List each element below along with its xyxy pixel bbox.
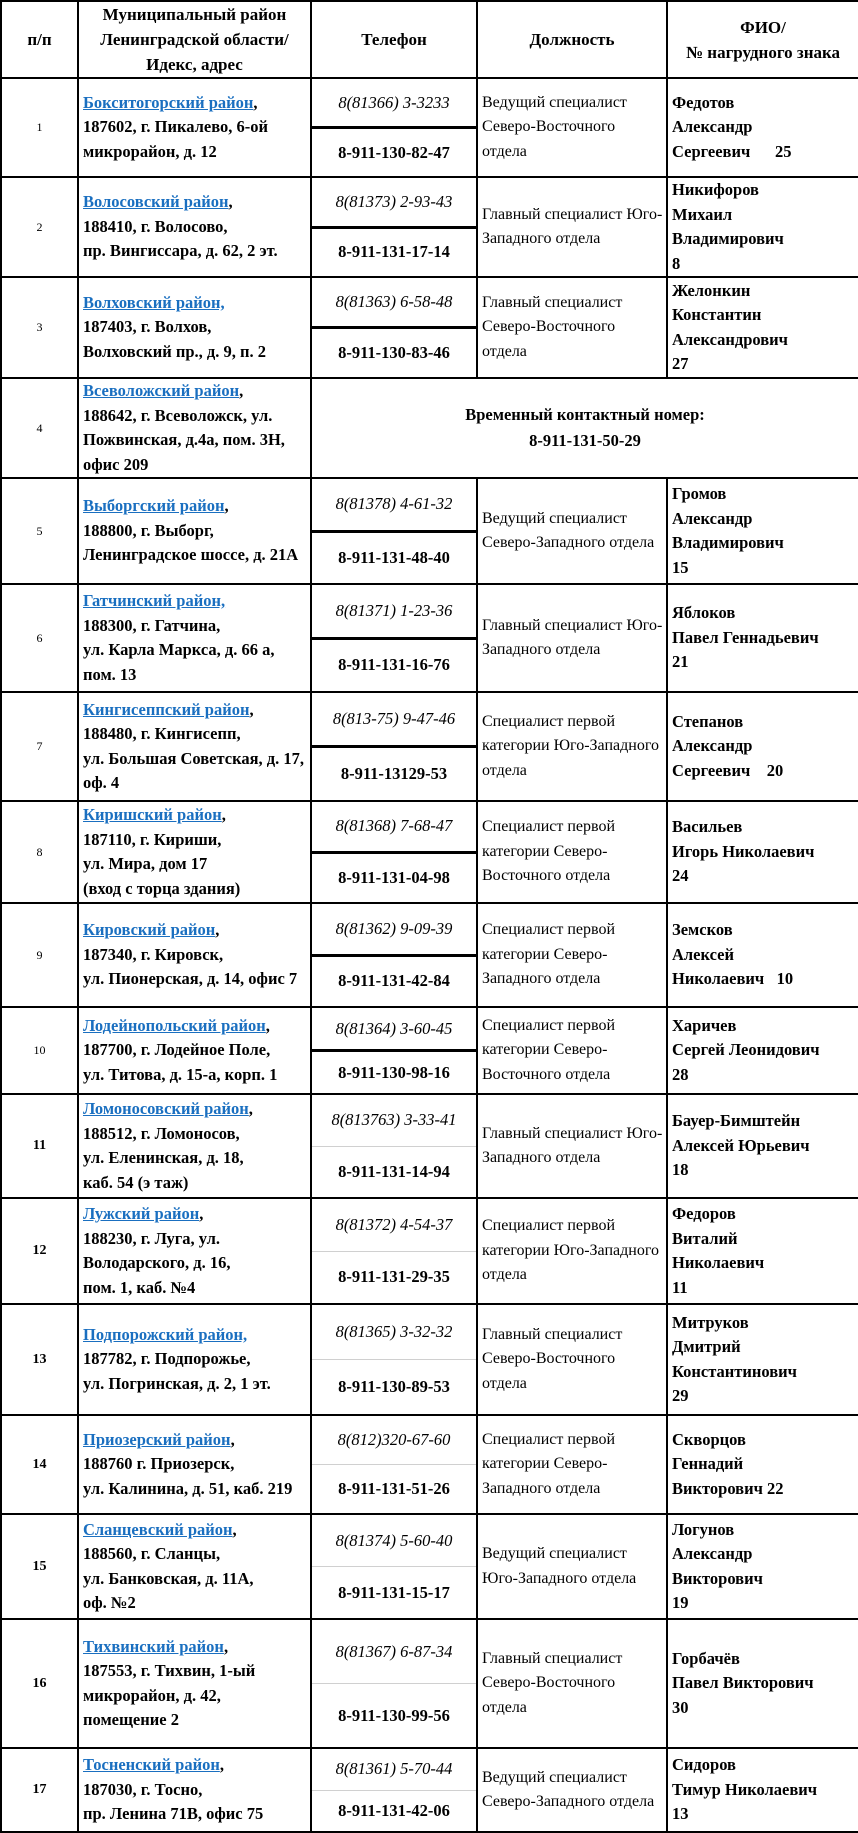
district-address: 188800, г. Выборг, Ленинградское шоссе, д. 21А bbox=[83, 520, 299, 565]
row-number: 7 bbox=[1, 692, 78, 801]
header-fio-line: ФИО/ bbox=[740, 17, 786, 37]
table-row bbox=[1, 584, 858, 692]
header-position: Должность bbox=[477, 1, 667, 78]
district-link[interactable]: Подпорожский район, bbox=[83, 1324, 248, 1344]
phone-cell bbox=[311, 1619, 477, 1748]
district-link[interactable]: Лодейнопольский район bbox=[83, 1015, 266, 1035]
district-link[interactable]: Всеволожский район bbox=[83, 381, 240, 400]
position-cell: Главный специалист Юго-Западного отдела bbox=[477, 1094, 667, 1198]
phone-cell bbox=[311, 801, 477, 903]
fio-cell: Митруков Дмитрий Константинович 29 bbox=[667, 1304, 858, 1415]
table-row bbox=[1, 78, 858, 177]
district-address: 187782, г. Подпорожье, ул. Погринская, д. 2, 1 эт. bbox=[83, 1349, 271, 1393]
mobile-phone: 8-911-131-04-98 bbox=[338, 867, 450, 887]
district-cell bbox=[78, 1415, 311, 1514]
position-cell: Ведущий специалист Северо-Восточного отдела bbox=[477, 78, 667, 177]
fio-cell: Логунов Александр Викторович 19 bbox=[667, 1514, 858, 1619]
fio-cell: Земсков Алексей Николаевич 10 bbox=[667, 903, 858, 1007]
district-cell bbox=[78, 378, 311, 478]
district-sep: , bbox=[223, 1636, 229, 1656]
district-sep: , bbox=[228, 192, 233, 212]
position-cell: Специалист первой категории Юго-Западного отдела bbox=[477, 692, 667, 801]
table-row bbox=[1, 1748, 858, 1832]
table-row bbox=[1, 1007, 858, 1094]
district-sep: , bbox=[239, 381, 244, 400]
fio-cell: Никифоров Михаил Владимирович 8 bbox=[667, 177, 858, 277]
row-number: 9 bbox=[1, 903, 78, 1007]
row-number: 17 bbox=[1, 1748, 78, 1832]
phone-cell bbox=[311, 1198, 477, 1304]
fio-cell: Федоров Виталий Николаевич 11 bbox=[667, 1198, 858, 1304]
phone-cell bbox=[311, 1094, 477, 1198]
table-row bbox=[1, 1094, 858, 1198]
fio-cell: Скворцов Геннадий Викторович 22 bbox=[667, 1415, 858, 1514]
fio-cell: Громов Александр Владимирович 15 bbox=[667, 478, 858, 584]
mobile-phone: 8-911-130-82-47 bbox=[338, 142, 450, 162]
district-link[interactable]: Гатчинский район, bbox=[83, 591, 226, 610]
position-cell: Главный специалист Северо-Восточного отдела bbox=[477, 1619, 667, 1748]
row-number: 15 bbox=[1, 1514, 78, 1619]
district-address: 187553, г. Тихвин, 1-ый микрорайон, д. 42, помещение 2 bbox=[83, 1661, 256, 1729]
district-cell bbox=[78, 903, 311, 1007]
fio-cell: Сидоров Тимур Николаевич 13 bbox=[667, 1748, 858, 1832]
mobile-phone: 8-911-130-83-46 bbox=[338, 343, 450, 362]
district-link[interactable]: Бокситогорский район bbox=[83, 92, 254, 112]
district-cell bbox=[78, 277, 311, 378]
fio-cell: Желонкин Константин Александрович 27 bbox=[667, 277, 858, 378]
district-link[interactable]: Кингисеппский район bbox=[83, 699, 250, 719]
district-sep: , bbox=[230, 1429, 235, 1449]
district-sep: , bbox=[219, 1755, 224, 1775]
row-number: 4 bbox=[1, 378, 78, 478]
district-sep: , bbox=[221, 805, 226, 824]
table-row bbox=[1, 1514, 858, 1619]
table-row bbox=[1, 1198, 858, 1304]
district-cell bbox=[78, 1007, 311, 1094]
district-address: 188230, г. Луга, ул. Володарского, д. 16, пом. 1, каб. №4 bbox=[83, 1228, 231, 1297]
district-sep: , bbox=[265, 1015, 270, 1035]
header-fio-line: № нагрудного знака bbox=[685, 42, 841, 62]
table-body bbox=[1, 78, 858, 1832]
district-sep: , bbox=[248, 1099, 253, 1118]
district-link[interactable]: Тихвинский район bbox=[83, 1636, 224, 1656]
fio-cell: Бауер-Бимштейн Алексей Юрьевич 18 bbox=[667, 1094, 858, 1198]
mobile-phone: 8-911-131-29-35 bbox=[338, 1267, 450, 1287]
district-address: 188642, г. Всеволожск, ул. Пожвинская, д.4а, пом. 3Н, офис 209 bbox=[83, 405, 285, 474]
position-cell: Специалист первой категории Северо-Восточного отдела bbox=[477, 801, 667, 903]
header-num: п/п bbox=[1, 1, 78, 78]
city-phone: 8(81364) 3-60-45 bbox=[312, 1008, 476, 1052]
position-cell: Главный специалист Северо-Восточного отдела bbox=[477, 277, 667, 378]
city-phone: 8(81372) 4-54-37 bbox=[312, 1199, 476, 1252]
mobile-phone: 8-911-131-48-40 bbox=[338, 547, 450, 567]
city-phone: 8(81371) 1-23-36 bbox=[312, 585, 476, 640]
row-number: 10 bbox=[1, 1007, 78, 1094]
district-address: 188512, г. Ломоносов, ул. Еленинская, д. 18, каб. 54 (э таж) bbox=[83, 1123, 244, 1192]
district-link[interactable]: Киришский район bbox=[83, 805, 222, 824]
mobile-phone: 8-911-130-89-53 bbox=[338, 1377, 450, 1396]
position-cell: Специалист первой категории Юго-Западного отдела bbox=[477, 1198, 667, 1304]
position-cell: Специалист первой категории Северо-Восточного отдела bbox=[477, 1007, 667, 1094]
row-number: 14 bbox=[1, 1415, 78, 1514]
table-row bbox=[1, 1304, 858, 1415]
position-cell: Специалист первой категории Северо-Западного отдела bbox=[477, 1415, 667, 1514]
city-phone: 8(81362) 9-09-39 bbox=[312, 904, 476, 957]
row-number: 13 bbox=[1, 1304, 78, 1415]
table-row bbox=[1, 277, 858, 378]
city-phone: 8(812)320-67-60 bbox=[312, 1416, 476, 1465]
header-district-line: Муниципальный район bbox=[102, 5, 287, 24]
phone-cell bbox=[311, 692, 477, 801]
header-phone: Телефон bbox=[311, 1, 477, 78]
mobile-phone: 8-911-131-16-76 bbox=[338, 655, 450, 675]
district-address: 187340, г. Кировск, ул. Пионерская, д. 14, офис 7 bbox=[83, 944, 298, 989]
district-sep: , bbox=[224, 496, 229, 516]
district-cell bbox=[78, 692, 311, 801]
district-cell bbox=[78, 1094, 311, 1198]
district-cell bbox=[78, 801, 311, 903]
district-address: 187403, г. Волхов, Волховский пр., д. 9, п. 2 bbox=[83, 317, 266, 361]
fio-cell: Горбачёв Павел Викторович 30 bbox=[667, 1619, 858, 1748]
district-link[interactable]: Приозерский район bbox=[83, 1429, 231, 1449]
district-cell bbox=[78, 1304, 311, 1415]
table-row bbox=[1, 378, 858, 478]
row-number: 6 bbox=[1, 584, 78, 692]
district-address: 188480, г. Кингисепп, ул. Большая Советская, д. 17, оф. 4 bbox=[83, 724, 305, 792]
table-row bbox=[1, 801, 858, 903]
district-link[interactable]: Волосовский район bbox=[83, 192, 229, 212]
city-phone: 8(813-75) 9-47-46 bbox=[312, 693, 476, 748]
district-address: 188410, г. Волосово, пр. Вингиссара, д. 62, 2 эт. bbox=[83, 216, 278, 261]
phone-cell bbox=[311, 1304, 477, 1415]
district-link[interactable]: Тосненский район bbox=[83, 1755, 220, 1775]
position-cell: Ведущий специалист Юго-Западного отдела bbox=[477, 1514, 667, 1619]
district-cell bbox=[78, 1514, 311, 1619]
phone-cell bbox=[311, 277, 477, 378]
table-row bbox=[1, 177, 858, 277]
phone-cell bbox=[311, 478, 477, 584]
district-link[interactable]: Кировский район bbox=[83, 920, 216, 940]
table-row bbox=[1, 692, 858, 801]
city-phone: 8(81368) 7-68-47 bbox=[312, 802, 476, 854]
district-sep: , bbox=[199, 1204, 204, 1223]
temporary-contact-cell bbox=[311, 378, 858, 478]
phone-cell bbox=[311, 1514, 477, 1619]
fio-cell: Яблоков Павел Геннадьевич 21 bbox=[667, 584, 858, 692]
district-address: 188560, г. Сланцы, ул. Банковская, д. 11А, оф. №2 bbox=[83, 1544, 254, 1612]
position-cell: Специалист первой категории Северо-Западного отдела bbox=[477, 903, 667, 1007]
fio-cell: Харичев Сергей Леонидович 28 bbox=[667, 1007, 858, 1094]
district-cell bbox=[78, 177, 311, 277]
district-link[interactable]: Сланцевский район bbox=[83, 1519, 233, 1539]
phone-cell bbox=[311, 177, 477, 277]
position-cell: Главный специалист Юго-Западного отдела bbox=[477, 177, 667, 277]
fio-cell: Степанов Александр Сергеевич 20 bbox=[667, 692, 858, 801]
district-cell bbox=[78, 1198, 311, 1304]
mobile-phone: 8-911-130-98-16 bbox=[338, 1062, 450, 1082]
district-link[interactable]: Ломоносовский район bbox=[83, 1099, 249, 1118]
city-phone: 8(813763) 3-33-41 bbox=[312, 1095, 476, 1147]
position-cell: Ведущий специалист Северо-Западного отдела bbox=[477, 478, 667, 584]
mobile-phone: 8-911-131-15-17 bbox=[338, 1582, 450, 1602]
position-cell: Главный специалист Северо-Восточного отдела bbox=[477, 1304, 667, 1415]
header-district bbox=[78, 1, 311, 78]
table-row bbox=[1, 478, 858, 584]
district-sep: , bbox=[215, 920, 220, 940]
fio-cell: Васильев Игорь Николаевич 24 bbox=[667, 801, 858, 903]
district-address: 187110, г. Кириши, ул. Мира, дом 17 (вход с торца здания) bbox=[83, 829, 241, 898]
district-cell bbox=[78, 584, 311, 692]
city-phone: 8(81366) 3-3233 bbox=[312, 79, 476, 129]
district-sep: , bbox=[232, 1519, 237, 1539]
header-row bbox=[1, 1, 858, 78]
district-address: 187602, г. Пикалево, 6-ой микрорайон, д. 12 bbox=[83, 117, 269, 161]
temporary-contact-phone: 8-911-131-50-29 bbox=[529, 431, 641, 450]
row-number: 5 bbox=[1, 478, 78, 584]
district-cell bbox=[78, 78, 311, 177]
position-cell: Ведущий специалист Северо-Западного отдела bbox=[477, 1748, 667, 1832]
row-number: 3 bbox=[1, 277, 78, 378]
district-cell bbox=[78, 478, 311, 584]
phone-cell bbox=[311, 1415, 477, 1514]
row-number: 11 bbox=[1, 1094, 78, 1198]
table-row bbox=[1, 1619, 858, 1748]
table-row bbox=[1, 903, 858, 1007]
row-number: 1 bbox=[1, 78, 78, 177]
mobile-phone: 8-911-131-51-26 bbox=[338, 1479, 450, 1498]
district-address: 187030, г. Тосно, пр. Ленина 71В, офис 75 bbox=[83, 1779, 264, 1824]
header-district-line: Идекс, адрес bbox=[146, 55, 243, 74]
row-number: 8 bbox=[1, 801, 78, 903]
district-link[interactable]: Выборгский район bbox=[83, 496, 225, 516]
district-cell bbox=[78, 1748, 311, 1832]
phone-cell bbox=[311, 1748, 477, 1832]
district-link[interactable]: Лужский район bbox=[83, 1204, 200, 1223]
phone-cell bbox=[311, 1007, 477, 1094]
city-phone: 8(81367) 6-87-34 bbox=[312, 1620, 476, 1684]
row-number: 16 bbox=[1, 1619, 78, 1748]
district-address: 187700, г. Лодейное Поле, ул. Титова, д. 15-а, корп. 1 bbox=[83, 1040, 278, 1084]
phone-cell bbox=[311, 78, 477, 177]
mobile-phone: 8-911-13129-53 bbox=[340, 764, 448, 783]
mobile-phone: 8-911-131-42-06 bbox=[338, 1800, 450, 1820]
header-district-line: Ленинградской области/ bbox=[100, 30, 289, 49]
row-number: 12 bbox=[1, 1198, 78, 1304]
city-phone: 8(81374) 5-60-40 bbox=[312, 1515, 476, 1567]
district-cell bbox=[78, 1619, 311, 1748]
district-link[interactable]: Волховский район, bbox=[83, 292, 225, 312]
city-phone: 8(81378) 4-61-32 bbox=[312, 479, 476, 533]
mobile-phone: 8-911-131-42-84 bbox=[338, 971, 450, 991]
district-address: 188300, г. Гатчина, ул. Карла Маркса, д. 66 а, пом. 13 bbox=[83, 615, 275, 684]
table-row bbox=[1, 1415, 858, 1514]
mobile-phone: 8-911-130-99-56 bbox=[338, 1705, 450, 1725]
district-address: 188760 г. Приозерск, ул. Калинина, д. 51, каб. 219 bbox=[83, 1454, 293, 1498]
mobile-phone: 8-911-131-17-14 bbox=[338, 242, 450, 262]
fio-cell: Федотов Александр Сергеевич 25 bbox=[667, 78, 858, 177]
city-phone: 8(81373) 2-93-43 bbox=[312, 178, 476, 229]
district-sep: , bbox=[253, 92, 258, 112]
header-fio bbox=[667, 1, 858, 78]
temporary-contact-label: Временный контактный номер: bbox=[465, 405, 705, 424]
city-phone: 8(81365) 3-32-32 bbox=[312, 1305, 476, 1360]
position-cell: Главный специалист Юго-Западного отдела bbox=[477, 584, 667, 692]
city-phone: 8(81361) 5-70-44 bbox=[312, 1749, 476, 1791]
phone-cell bbox=[311, 903, 477, 1007]
row-number: 2 bbox=[1, 177, 78, 277]
mobile-phone: 8-911-131-14-94 bbox=[338, 1161, 450, 1181]
phone-cell bbox=[311, 584, 477, 692]
district-sep: , bbox=[249, 699, 254, 719]
city-phone: 8(81363) 6-58-48 bbox=[312, 278, 476, 329]
